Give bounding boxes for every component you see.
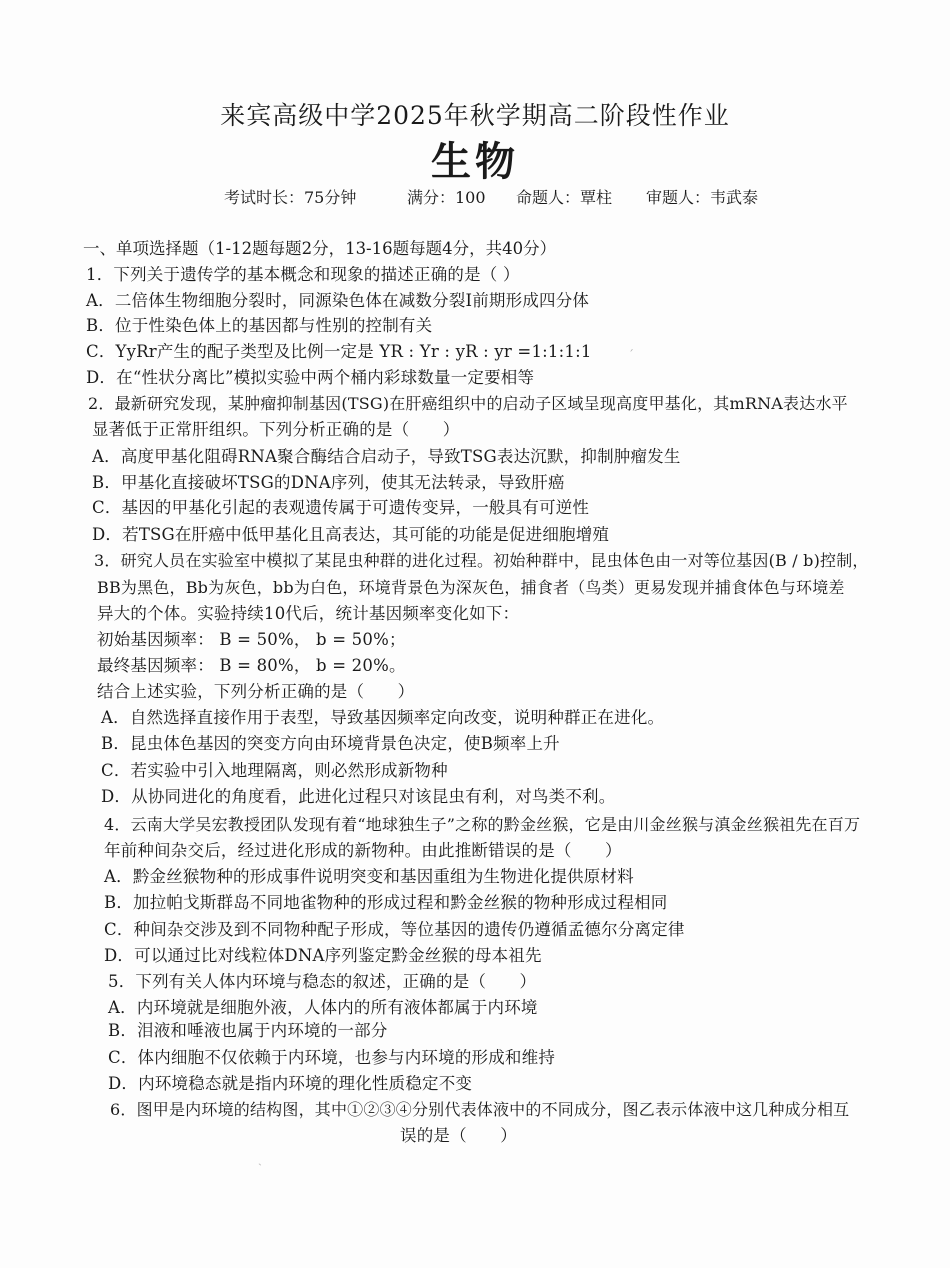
scan-mark: ˊ xyxy=(628,348,634,362)
full-score: 满分：100 xyxy=(407,188,486,207)
question-3-ask: 结合上述实验，下列分析正确的是（ ） xyxy=(97,682,415,701)
question-5-option-a: A．内环境就是细胞外液，人体内的所有液体都属于内环境 xyxy=(108,998,538,1017)
question-3-stem-line3: 异大的个体。实验持续10代后，统计基因频率变化如下： xyxy=(97,604,520,623)
question-2-option-c: C．基因的甲基化引起的表观遗传属于可遗传变异，一般具有可逆性 xyxy=(92,498,590,517)
question-6-stem-line2: 误的是（ ） xyxy=(400,1126,517,1145)
question-3-option-c: C．若实验中引入地理隔离，则必然形成新物种 xyxy=(101,761,448,780)
page-title: 来宾高级中学2025年秋学期高二阶段性作业 xyxy=(220,101,730,130)
question-3-final-frequency: 最终基因频率： B = 80%， b = 20%。 xyxy=(97,656,406,675)
question-2-stem-line1: 2．最新研究发现，某肿瘤抑制基因(TSG)在肝癌组织中的启动子区域呈现高度甲基化，其mRNA表达水平 xyxy=(88,394,848,413)
question-5-option-c: C．体内细胞不仅依赖于内环境，也参与内环境的形成和维持 xyxy=(108,1048,556,1067)
question-4-option-d: D．可以通过比对线粒体DNA序列鉴定黔金丝猴的母本祖先 xyxy=(104,946,542,965)
question-reviewer: 审题人：韦武泰 xyxy=(646,188,759,207)
question-3-option-b: B．昆虫体色基因的突变方向由环境背景色决定，使B频率上升 xyxy=(101,734,560,753)
question-1-option-a: A．二倍体生物细胞分裂时，同源染色体在减数分裂Ⅰ前期形成四分体 xyxy=(86,291,590,310)
question-setter: 命题人：覃柱 xyxy=(516,188,613,207)
question-2-option-a: A．高度甲基化阻碍RNA聚合酶结合启动子，导致TSG表达沉默，抑制肿瘤发生 xyxy=(92,447,681,466)
question-4-option-a: A．黔金丝猴物种的形成事件说明突变和基因重组为生物进化提供原材料 xyxy=(104,867,634,886)
exam-duration: 考试时长：75分钟 xyxy=(224,188,357,207)
question-4-stem-line1: 4．云南大学吴宏教授团队发现有着“地球独生子”之称的黔金丝猴，它是由川金丝猴与滇金丝猴祖先在百万 xyxy=(104,815,861,834)
question-4-option-b: B．加拉帕戈斯群岛不同地雀物种的形成过程和黔金丝猴的物种形成过程相同 xyxy=(104,893,668,912)
question-1-option-c: C．YyRr产生的配子类型及比例一定是 YR : Yr : yR : yr =1:1:1:1 xyxy=(86,342,592,361)
question-6-stem-line1: 6．图甲是内环境的结构图，其中①②③④分别代表体液中的不同成分，图乙表示体液中这几种成分相互 xyxy=(110,1100,850,1119)
scan-mark: ˎ xyxy=(258,1152,262,1166)
question-5-option-d: D．内环境稳态就是指内环境的理化性质稳定不变 xyxy=(108,1074,473,1093)
question-3-option-d: D．从协同进化的角度看，此进化过程只对该昆虫有利，对鸟类不利。 xyxy=(101,787,616,806)
question-4-option-c: C．种间杂交涉及到不同物种配子形成，等位基因的遗传仍遵循孟德尔分离定律 xyxy=(104,920,685,939)
question-4-stem-line2: 年前种间杂交后，经过进化形成的新物种。由此推断错误的是（ ） xyxy=(104,841,622,860)
question-1-option-d: D．在“性状分离比”模拟实验中两个桶内彩球数量一定要相等 xyxy=(86,368,535,387)
question-2-option-d: D．若TSG在肝癌中低甲基化且高表达，其可能的功能是促进细胞增殖 xyxy=(92,525,610,544)
question-1-stem: 1．下列关于遗传学的基本概念和现象的描述正确的是（ ） xyxy=(86,265,520,284)
question-5-option-b: B．泪液和唾液也属于内环境的一部分 xyxy=(108,1021,388,1040)
question-3-stem-line2: BB为黑色，Bb为灰色，bb为白色，环境背景色为深灰色，捕食者（鸟类）更易发现并捕食体色与环境差 xyxy=(97,578,845,597)
subject-title: 生物 xyxy=(431,138,519,185)
section-heading: 一、单项选择题（1-12题每题2分，13-16题每题4分，共40分） xyxy=(83,239,557,258)
question-1-option-b: B．位于性染色体上的基因都与性别的控制有关 xyxy=(86,316,433,335)
question-2-stem-line2: 显著低于正常肝组织。下列分析正确的是（ ） xyxy=(92,420,460,439)
question-5-stem: 5．下列有关人体内环境与稳态的叙述，正确的是（ ） xyxy=(108,972,537,991)
question-3-option-a: A．自然选择直接作用于表型，导致基因频率定向改变，说明种群正在进化。 xyxy=(101,708,665,727)
question-3-stem-line1: 3．研究人员在实验室中模拟了某昆虫种群的进化过程。初始种群中，昆虫体色由一对等位基因(B / b)控制， xyxy=(94,551,869,570)
question-3-initial-frequency: 初始基因频率： B = 50%， b = 50%； xyxy=(97,630,406,649)
question-2-option-b: B．甲基化直接破坏TSG的DNA序列，使其无法转录，导致肝癌 xyxy=(92,473,565,492)
